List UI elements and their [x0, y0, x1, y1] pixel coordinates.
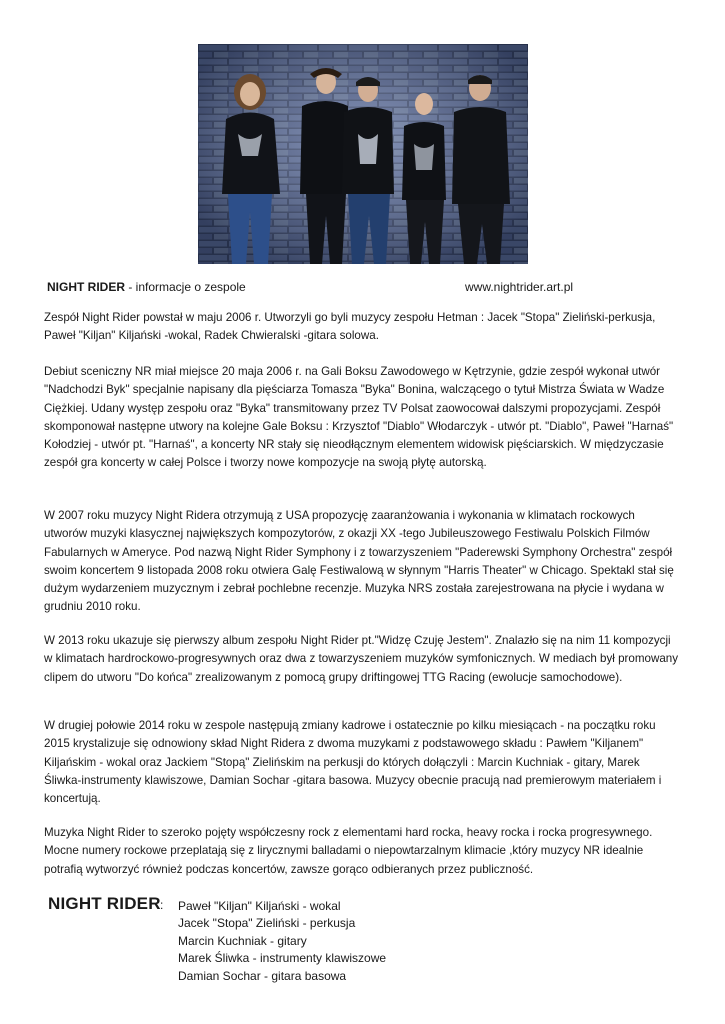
- lineup-members: [178, 898, 386, 985]
- paragraph-lineup-change: W drugiej połowie 2014 roku w zespole następują zmiany kadrowe i ostatecznie po kilku miesiącach - na początku roku 2015 krystalizuje się odnowiony skład Night Ridera z dwoma muzykami z podstawowego składu : Pawłem "Kiljanem" Kiljańskim - wokal oraz Jackiem "Stopą" Zielińskim na perkusji do których dołączyli : Marcin Kuchniak - gitary, Marek Śliwka-instrumenty klawiszowe, Damian Sochar -gitara basowa. Muzycy obecnie pracują nad premierowym materiałem i koncertują.: [44, 719, 662, 806]
- lineup-member: Damian Sochar - gitara basowa: [178, 968, 347, 983]
- website-url[interactable]: www.nightrider.art.pl: [465, 280, 574, 294]
- lineup-member: Paweł "Kiljan" Kiljański - wokal: [178, 899, 341, 913]
- paragraph-music-style: Muzyka Night Rider to szeroko pojęty współczesny rock z elementami hard rocka, heavy rocka i rocka progresywnego. Mocne numery rockowe przeplatają się z lirycznymi balladami o niepowtarzalnym klimacie ,który muzycy NR idealnie potrafią wytworzyć również podczas koncertów, zawsze gorąco odbieranych przez publiczność.: [44, 826, 653, 876]
- band-photo-image: [198, 44, 528, 264]
- lineup-colon: :: [160, 898, 164, 912]
- lineup-label: NIGHT RIDER: [48, 894, 161, 913]
- paragraph-album: W 2013 roku ukazuje się pierwszy album zespołu Night Rider pt."Widzę Czuję Jestem". Znalazło się na nim 11 kompozycji w klimatach hardrockowo-progresywnych oraz dwa z towarzyszeniem muzyków symfonicznych. W mediach był promowany clipem do utworu "Do końca" zrealizowanym z pomocą grupy driftingowej TTG Racing (ewolucje samochodowe).: [44, 634, 679, 684]
- lineup-member: Jacek "Stopa" Zieliński - perkusja: [178, 916, 356, 931]
- band-photo: [198, 44, 528, 264]
- paragraph-founding: Zespół Night Rider powstał w maju 2006 r. Utworzyli go byli muzycy zespołu Hetman : Jacek "Stopa" Zieliński-perkusja, Paweł "Kiljan" Kiljański -wokal, Radek Chwieralski -gitara solowa.: [44, 311, 656, 343]
- lineup-member: Marcin Kuchniak - gitary: [178, 933, 307, 948]
- header-subtitle: - informacje o zespole: [125, 280, 246, 294]
- paragraph-symphony: W 2007 roku muzycy Night Ridera otrzymują z USA propozycję zaaranżowania i wykonania w klimatach rockowych utworów muzyki klasycznej największych kompozytorów, z okazji XX -tego Jubileuszowego Festiwalu Polskich Filmów Fabularnych w Ameryce. Pod nazwą Night Rider Symphony i z towarzyszeniem "Paderewski Symphony Orchestra" zespół swoim koncertem 9 listopada 2008 roku otwiera Galę Festiwalową w słynnym "Harris Theater" w Chicago. Spektakl stał się dużym wydarzeniem muzycznym i zebrał pochlebne recenzje. Muzyka NRS została zarejestrowana na płycie i wydana w grudniu 2010 roku.: [44, 509, 674, 614]
- paragraph-debut: Debiut sceniczny NR miał miejsce 20 maja 2006 r. na Gali Boksu Zawodowego w Kętrzynie, gdzie zespół wykonał utwór "Nadchodzi Byk" specjalnie napisany dla pięściarza Tomasza "Byka" Bonina, walczącego o tytuł Mistrza Świata w Wadze Ciężkiej. Udany występ zespołu oraz "Byka" transmitowany przez TV Polsat zaowocował dalszymi propozycjami. Zespół skomponował następne utwory na kolejne Gale Boksu : Krzysztof "Diablo" Włodarczyk - utwór pt. "Diablo", Paweł "Harnaś" Kołodziej - utwór pt. "Harnaś", a koncerty NR stały się nieodłącznym elementem widowisk pięściarskich. W międzyczasie zespół gra koncerty w całej Polsce i tworzy nowe kompozycje na swoją płytę autorską.: [44, 365, 674, 470]
- band-name: NIGHT RIDER: [47, 280, 125, 294]
- document-header: [47, 280, 587, 294]
- lineup-member: Marek Śliwka - instrumenty klawiszowe: [178, 951, 387, 966]
